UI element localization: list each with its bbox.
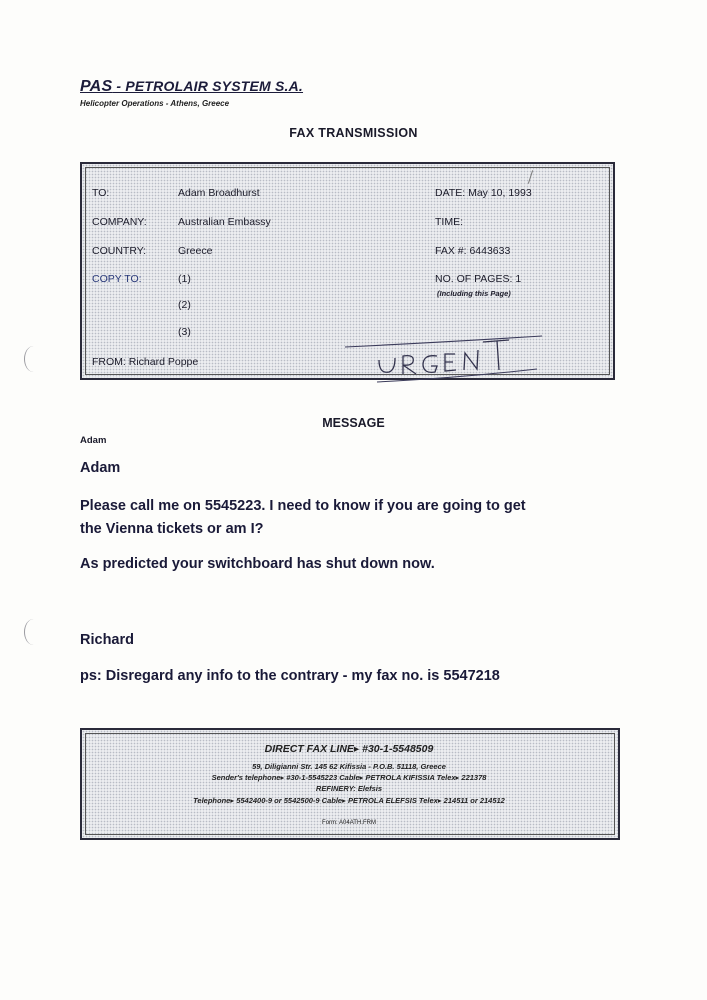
date-field (435, 187, 532, 199)
time-field (435, 216, 463, 228)
from-field (92, 356, 198, 368)
company-abbr: PAS (80, 78, 113, 95)
company-full-name: - PETROLAIR SYSTEM S.A. (112, 78, 304, 94)
to-label: TO: (92, 187, 110, 199)
copy-to-3: (3) (178, 326, 191, 338)
message-title: MESSAGE (322, 416, 385, 430)
country-label: COUNTRY: (92, 245, 147, 257)
message-postscript: ps: Disregard any info to the contrary - my fax no. is 5547218 (80, 668, 500, 684)
copy-to-2: (2) (178, 299, 191, 311)
document-title: FAX TRANSMISSION (289, 126, 418, 140)
refinery-title: REFINERY: Elefsis (315, 784, 383, 793)
to-value: Adam Broadhurst (178, 187, 260, 199)
company-label: COMPANY: (92, 216, 147, 228)
company-name (80, 78, 303, 96)
direct-fax-line: DIRECT FAX LINE▸ #30-1-5548509 (264, 743, 434, 755)
copy-to-label: COPY TO: (92, 273, 142, 285)
fax-number-field (435, 245, 510, 257)
message-recipient: Adam (80, 435, 107, 446)
binder-hole-top (24, 346, 43, 372)
time-label: TIME: (435, 216, 463, 228)
binder-hole-bottom (24, 619, 43, 645)
date-value: May 10, 1993 (468, 187, 532, 199)
date-label: DATE: (435, 187, 466, 199)
country-value: Greece (178, 245, 213, 257)
pages-label: NO. OF PAGES: (435, 273, 513, 285)
message-line-2: the Vienna tickets or am I? (80, 521, 264, 537)
message-line-3: As predicted your switchboard has shut down now. (80, 556, 435, 572)
pages-value: 1 (515, 273, 522, 285)
fax-number-label: FAX #: (435, 245, 467, 257)
refinery-telephone: Telephone▸ 5542400-9 or 5542500-9 Cable▸ PETROLA ELEFSIS Telex▸ 214511 or 214512 (193, 796, 505, 805)
company-value: Australian Embassy (178, 216, 271, 228)
message-line-1: Please call me on 5545223. I need to know if you are going to get (80, 498, 526, 514)
message-signature: Richard (80, 632, 134, 648)
company-subtitle: Helicopter Operations - Athens, Greece (80, 99, 230, 108)
from-value: Richard Poppe (128, 356, 199, 368)
sender-telephone: Sender's telephone▸ #30-1-5545223 Cable▸ PETROLA KIFISSIA Telex▸ 221378 (211, 773, 487, 782)
from-label: FROM: (92, 356, 126, 368)
urgent-handwriting (337, 314, 547, 384)
company-address: 59, Diligianni Str. 145 62 Kifissia - P.O.B. 51118, Greece (252, 762, 446, 771)
company-contact-footer (80, 728, 620, 840)
fax-details-box (80, 162, 615, 380)
copy-to-1: (1) (178, 273, 191, 285)
message-greeting: Adam (80, 460, 121, 476)
pages-note: (Including this Page) (437, 289, 511, 298)
pages-field (435, 273, 521, 285)
form-id: Form: A04ATH.FRM (322, 820, 376, 826)
fax-number-value: 6443633 (469, 245, 511, 257)
